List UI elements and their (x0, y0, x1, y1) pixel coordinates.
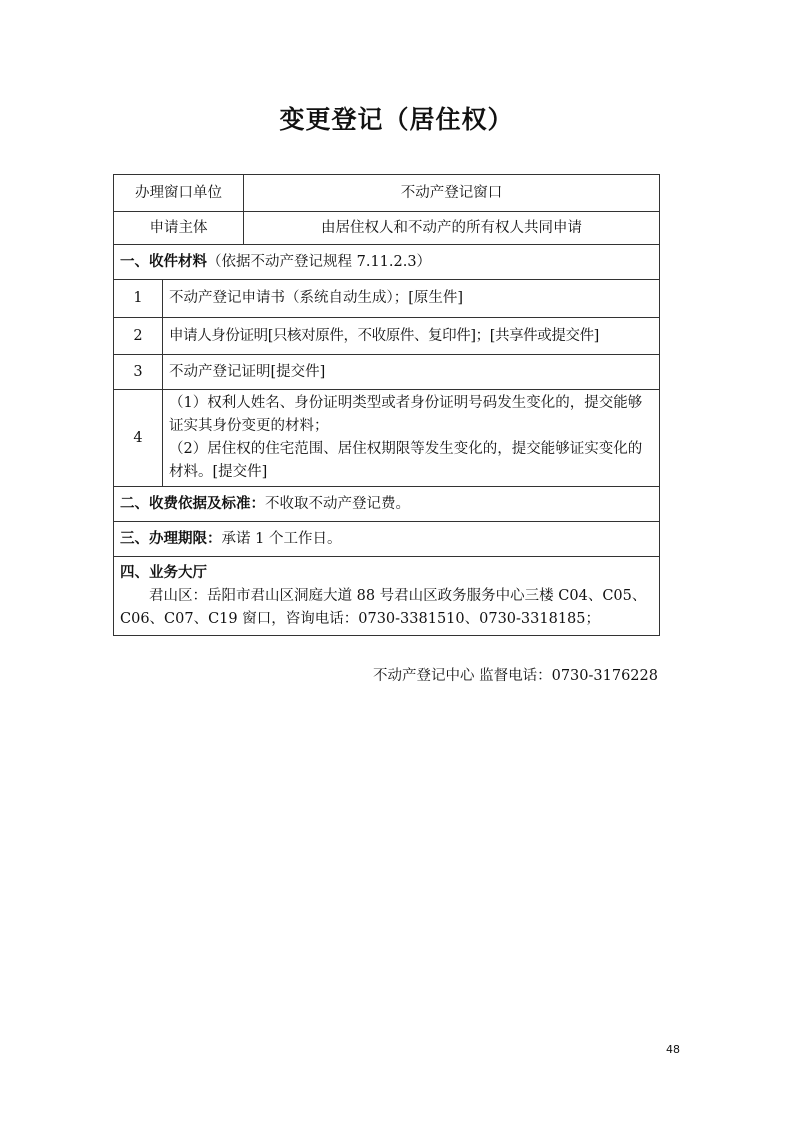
item-number: 2 (114, 318, 163, 355)
item-number: 3 (114, 355, 163, 390)
materials-heading: 一、收件材料 (120, 253, 207, 270)
hall-text: 君山区：岳阳市君山区洞庭大道 88 号君山区政务服务中心三楼 C04、C05、C06、C07、C19 窗口，咨询电话：0730-3381510、0730-3318185； (120, 587, 647, 627)
item-line: （1）权利人姓名、身份证明类型或者身份证明号码发生变化的，提交能够证实其身份变更的材料； (169, 395, 643, 434)
item-number: 4 (114, 390, 163, 487)
table-row (114, 487, 660, 522)
hall-heading: 四、业务大厅 (120, 564, 207, 581)
period-text: 承诺 1 个工作日。 (221, 530, 342, 547)
materials-note: （依据不动产登记规程 7.11.2.3） (207, 253, 432, 270)
applicant-label: 申请主体 (114, 212, 244, 245)
office-value: 不动产登记窗口 (244, 175, 660, 212)
item-text: 不动产登记证明[提交件] (163, 355, 660, 390)
fee-cell (114, 487, 660, 522)
table-row (114, 245, 660, 280)
supervision-footer: 不动产登记中心 监督电话：0730-3176228 (373, 668, 658, 684)
fee-text: 不收取不动产登记费。 (265, 495, 410, 512)
period-cell (114, 522, 660, 557)
table-row (114, 175, 660, 212)
office-label: 办理窗口单位 (114, 175, 244, 212)
fee-heading: 二、收费依据及标准： (120, 495, 265, 512)
page-title: 变更登记（居住权） (279, 105, 514, 134)
applicant-value: 由居住权人和不动产的所有权人共同申请 (244, 212, 660, 245)
item-number: 1 (114, 280, 163, 318)
hall-cell (114, 557, 660, 636)
table-row (114, 212, 660, 245)
item-text: 不动产登记申请书（系统自动生成）；[原生件] (163, 280, 660, 318)
period-heading: 三、办理期限： (120, 530, 222, 547)
materials-header-cell (114, 245, 660, 280)
item-line: （2）居住权的住宅范围、居住权期限等发生变化的，提交能够证实变化的材料。[提交件] (169, 441, 643, 480)
table-row (114, 522, 660, 557)
table-row (114, 557, 660, 636)
table-row (114, 318, 660, 355)
table-row (114, 390, 660, 487)
item-text: 申请人身份证明[只核对原件，不收原件、复印件]；[共享件或提交件] (163, 318, 660, 355)
page-number: 48 (666, 1043, 680, 1056)
registration-table (113, 174, 660, 636)
item-text (163, 390, 660, 487)
table-row (114, 280, 660, 318)
table-row (114, 355, 660, 390)
